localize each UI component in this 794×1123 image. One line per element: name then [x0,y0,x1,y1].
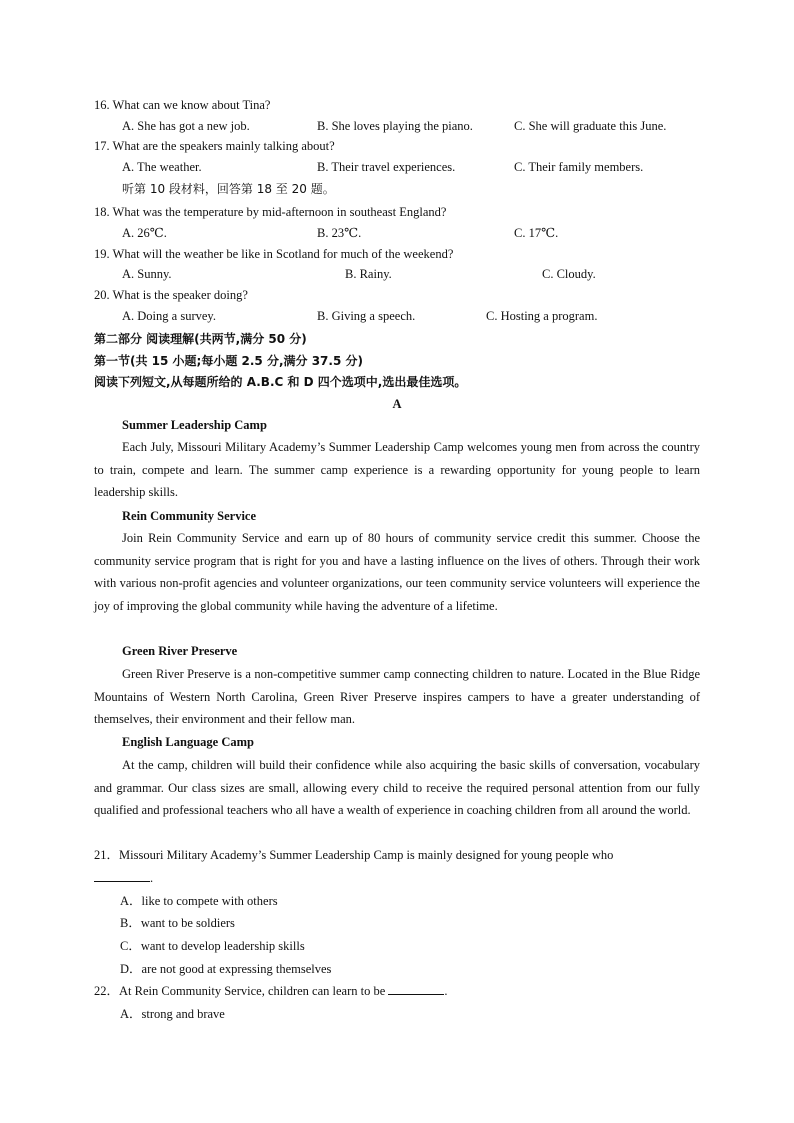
section-text-summer-leadership: Each July, Missouri Military Academy’s Summer Leadership Camp welcomes young men from across the country to train, compete and learn. The summer camp experience is a rewarding opportunity for young people to learn leadership skills. [94,440,700,500]
passage-label: A [392,397,402,411]
q17-option-a: A. The weather. [122,160,202,174]
q20-option-a: A. Doing a survey. [122,309,216,323]
q17-option-b: B. Their travel experiences. [317,160,456,174]
question-19: 19. What will the weather be like in Scotland for much of the weekend? [94,247,454,261]
q17-option-c: C. Their family members. [514,160,644,174]
section-text-rein-community: Join Rein Community Service and earn up of 80 hours of community service credit this summer. Choose the community service program that is right for you and have a lasting influence on the lives of others. Through their work with various non-profit agencies and volunteer organizations, our teen community service volunteers will experience the joy of improving the global community while having the adventure of a lifetime. [94,531,700,614]
q16-option-a: A. She has got a new job. [122,119,250,133]
section-title-green-river: Green River Preserve [122,644,238,658]
q16-option-b: B. She loves playing the piano. [317,119,473,133]
q21-answer-blank: . [94,869,153,887]
section-title-rein-community: Rein Community Service [122,509,257,523]
section1-heading: 第一节(共 15 小题;每小题 2.5 分,满分 37.5 分) [94,354,363,368]
question-20: 20. What is the speaker doing? [94,288,248,302]
part2-heading: 第二部分 阅读理解(共两节,满分 50 分) [94,332,307,346]
q21-option-a: A．like to compete with others [120,894,278,908]
reading-instruction: 阅读下列短文,从每题所给的 A.B.C 和 D 四个选项中,选出最佳选项。 [94,375,467,389]
q18-option-a: A. 26℃. [122,226,167,240]
question-18: 18. What was the temperature by mid-afternoon in southeast England? [94,205,447,219]
question-22: 22．At Rein Community Service, children can learn to be . [94,984,448,998]
question-17: 17. What are the speakers mainly talking about? [94,139,335,153]
q16-option-c: C. She will graduate this June. [514,119,667,133]
q22-option-a: A．strong and brave [120,1007,225,1021]
question-16: 16. What can we know about Tina? [94,98,271,112]
section-text-green-river: Green River Preserve is a non-competitive summer camp connecting children to nature. Located in the Blue Ridge Mountains of Western North Carolina, Green River Preserve inspires campers to have a greater understanding of themselves, their environment and their fellow man. [94,667,700,727]
q21-option-b: B．want to be soldiers [120,916,235,930]
q20-option-c: C. Hosting a program. [486,309,598,323]
q20-option-b: B. Giving a speech. [317,309,416,323]
q19-option-a: A. Sunny. [122,267,172,281]
question-21: 21．Missouri Military Academy’s Summer Leadership Camp is mainly designed for young people who [94,848,614,862]
listening-instruction: 听第 10 段材料，回答第 18 至 20 题。 [122,182,335,196]
q21-option-c: C．want to develop leadership skills [120,939,305,953]
section-title-english-camp: English Language Camp [122,735,254,749]
section-text-english-camp: At the camp, children will build their confidence while also acquiring the basic skills of conversation, vocabulary and grammar. Our class sizes are small, allowing every child to receive the required personal attention from our fully qualified and professional teachers who all have a wealth of experience in coaching children from all around the world. [94,758,700,818]
section-title-summer-leadership: Summer Leadership Camp [122,418,267,432]
q18-option-c: C. 17℃. [514,226,559,240]
q21-option-d: D．are not good at expressing themselves [120,962,332,976]
q19-option-c: C. Cloudy. [542,267,596,281]
q19-option-b: B. Rainy. [345,267,392,281]
q18-option-b: B. 23℃. [317,226,362,240]
